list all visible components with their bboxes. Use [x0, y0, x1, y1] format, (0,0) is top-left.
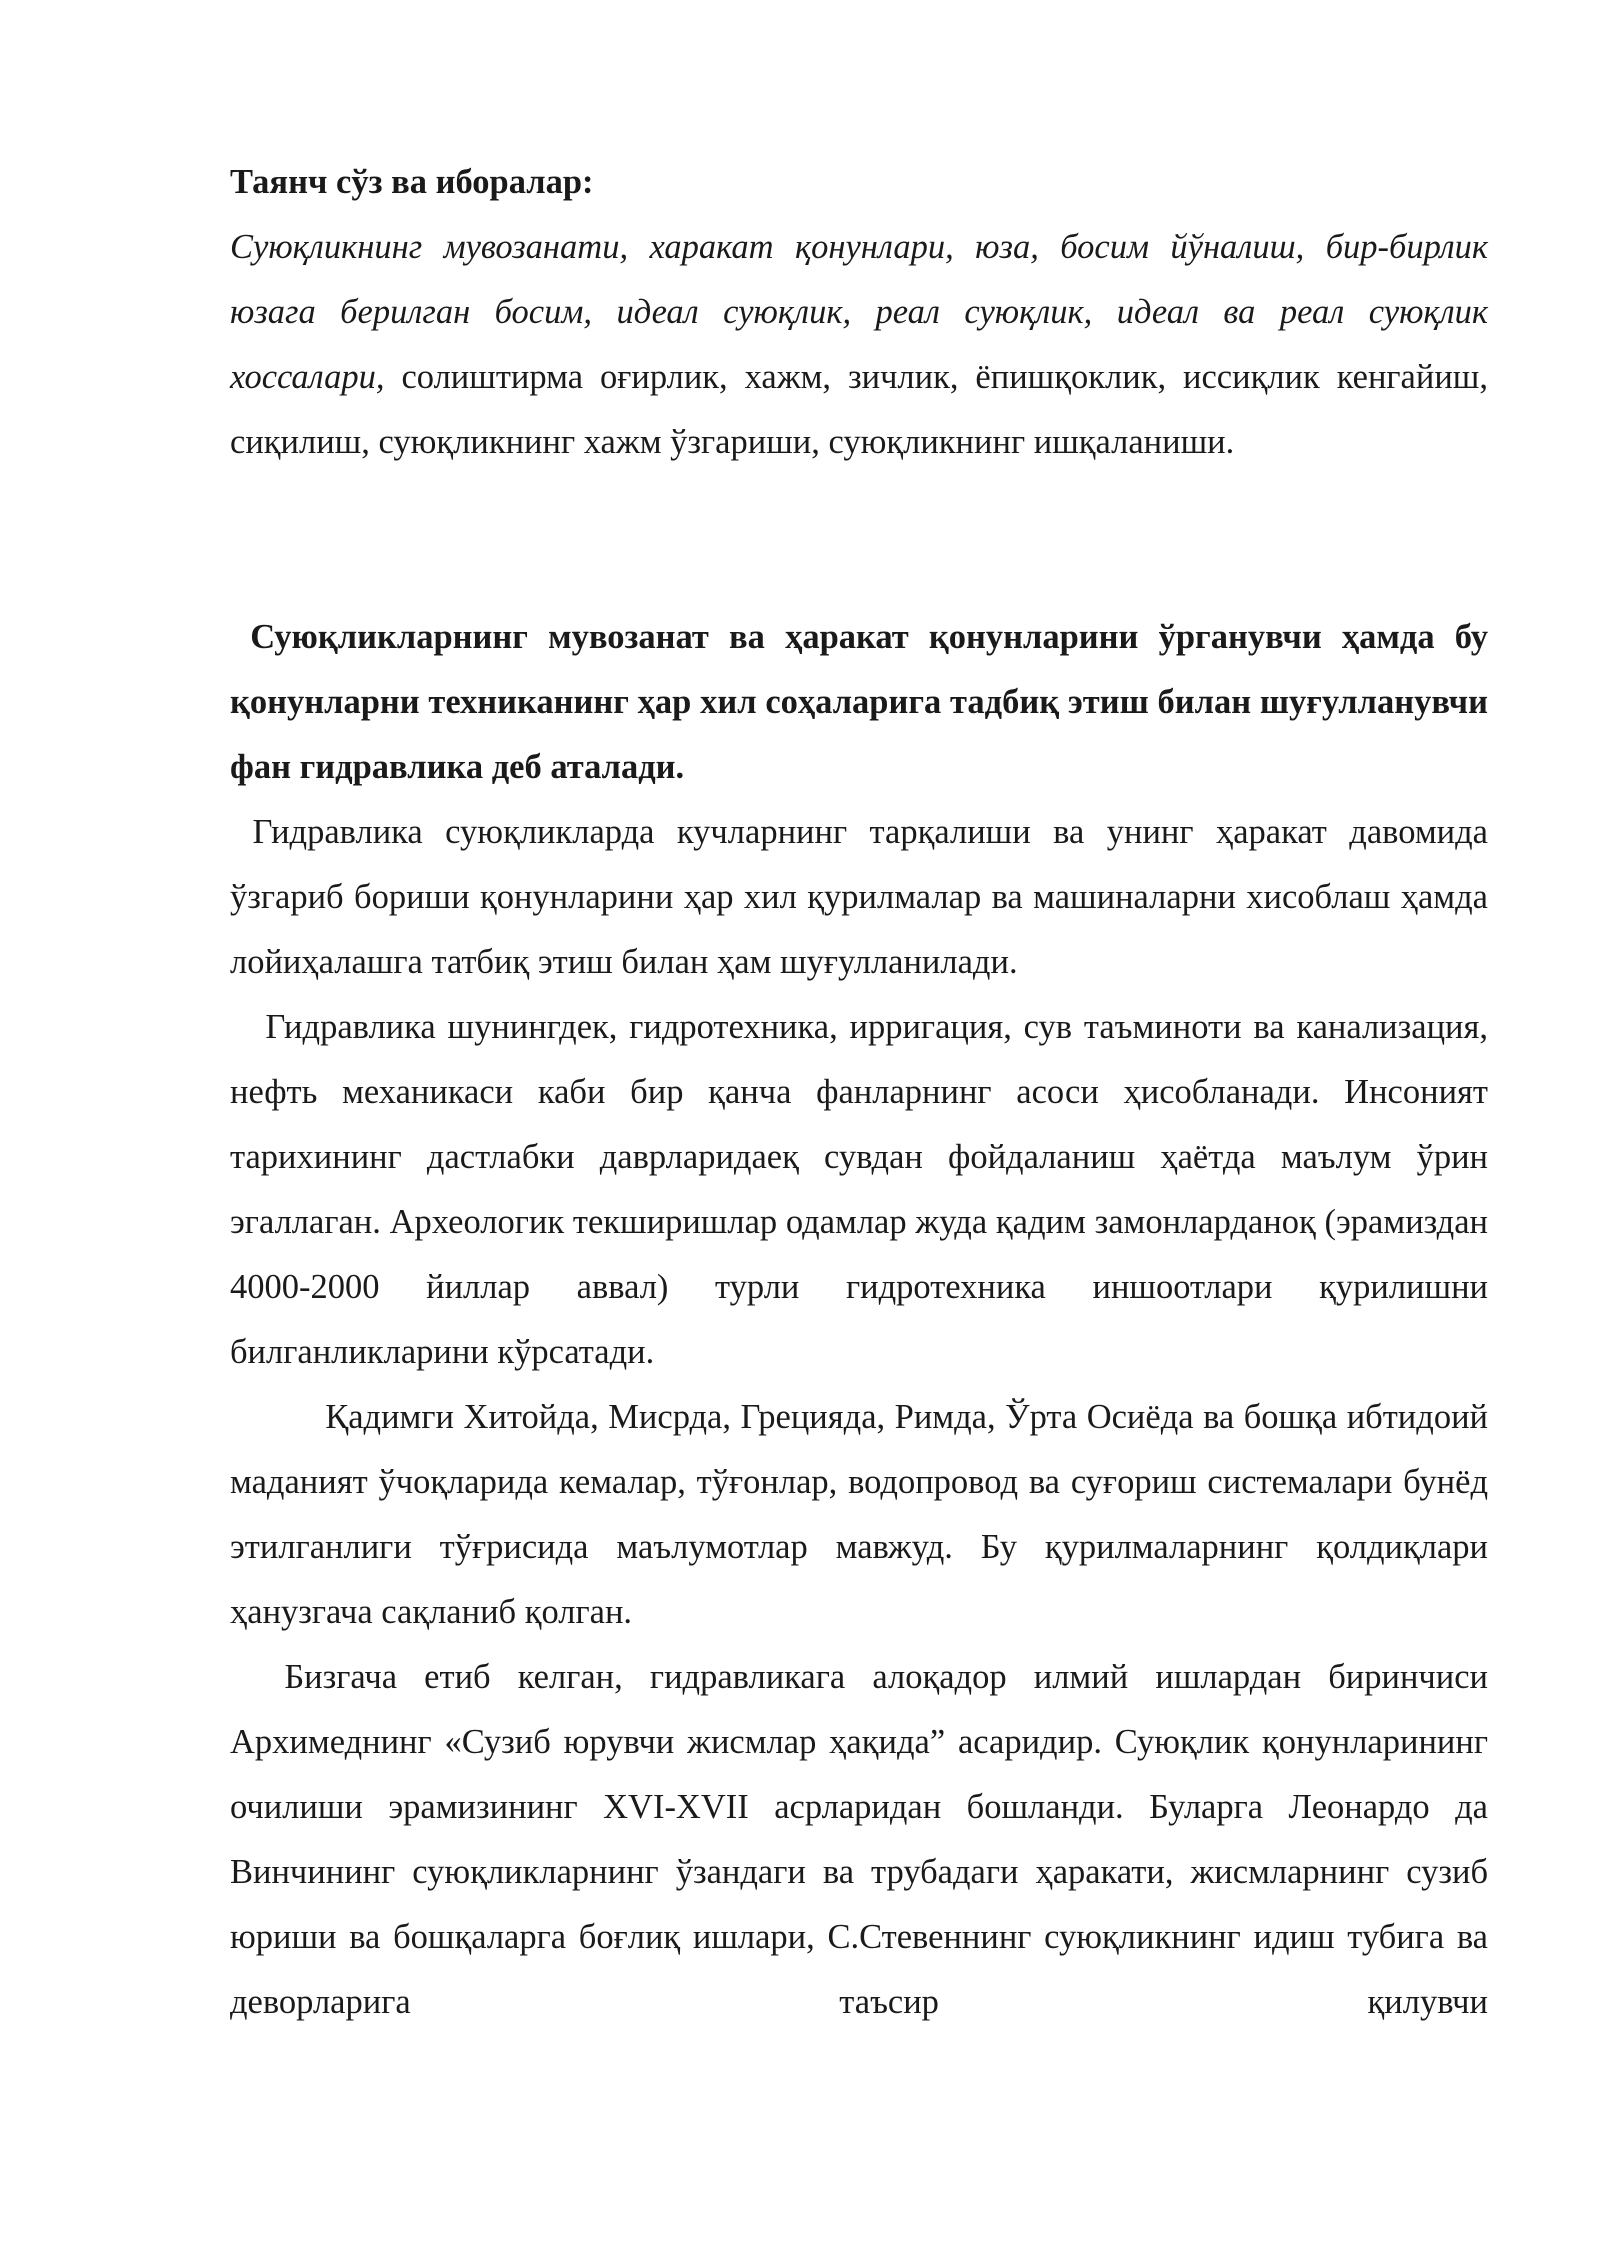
paragraph-4: Бизгача етиб келган, гидравликага алоқадор илмий ишлардан биринчиси Архимеднинг «Сузиб юрувчи жисмлар ҳақида” асаридир. Суюқлик қонунларининг очилиши эрамизининг XVI-XVII асрларидан бошланди. Буларга Леонардо да Винчининг суюқликларнинг ўзандаги ва трубадаги ҳаракати, жисмларнинг сузиб юриши ва бошқаларга боғлиқ ишлари, С.Стевеннинг суюқликнинг идиш тубига ва деворларига таъсир қилувчи [230, 1658, 1497, 2021]
definition-paragraph: Суюқликларнинг мувозанат ва ҳаракат қонунларини ўрганувчи ҳамда бу қонунларни техниканинг ҳар хил соҳаларига тадбиқ этиш билан шуғулланувчи фан гидравлика деб аталади. [230, 618, 1497, 786]
paragraph-3: Қадимги Хитойда, Мисрда, Грецияда, Римда, Ўрта Осиёда ва бошқа ибтидоий маданият ўчоқларида кемалар, тўғонлар, водопровод ва суғориш системалари бунёд этилганлиги тўғрисида маълумотлар мавжуд. Бу қурилмаларнинг қолдиқлари ҳанузгача сақланиб қолган. [230, 1398, 1497, 1631]
paragraph-1: Гидравлика суюқликларда кучларнинг тарқалиши ва унинг ҳаракат давомида ўзгариб бориши қонунларини ҳар хил қурилмалар ва машиналарни хисоблаш ҳамда лойиҳалашга татбиқ этиш билан ҳам шуғулланилади. [230, 813, 1497, 981]
keywords-italic: Суюқликнинг мувозанати, харакат қонунлари, юза, босим йўналиш, бир-бирлик юзага берилган босим, идеал суюқлик, реал суюқлик, идеал ва реал суюқлик хоссалари, [230, 228, 1488, 396]
keywords-title: Таянч сўз ва иборалар: [230, 163, 594, 201]
section-gap [230, 475, 1488, 605]
keywords-text [230, 215, 1488, 475]
keywords-normal: солиштирма оғирлик, хажм, зичлик, ёпишқоклик, иссиқлик кенгайиш, сиқилиш, суюқликнинг хажм ўзгариши, суюқликнинг ишқаланиши. [230, 358, 1488, 461]
paragraph-2: Гидравлика шунингдек, гидротехника, ирригация, сув таъминоти ва канализация, нефть механикаси каби бир қанча фанларнинг асоси ҳисобланади. Инсоният тарихининг дастлабки даврларидаеқ сувдан фойдаланиш ҳаётда маълум ўрин эгаллаган. Археологик текширишлар одамлар жуда қадим замонларданоқ (эрамиздан 4000-2000 йиллар аввал) турли гидротехника иншоотлари қурилишни билганликларини кўрсатади. [230, 1008, 1497, 1371]
